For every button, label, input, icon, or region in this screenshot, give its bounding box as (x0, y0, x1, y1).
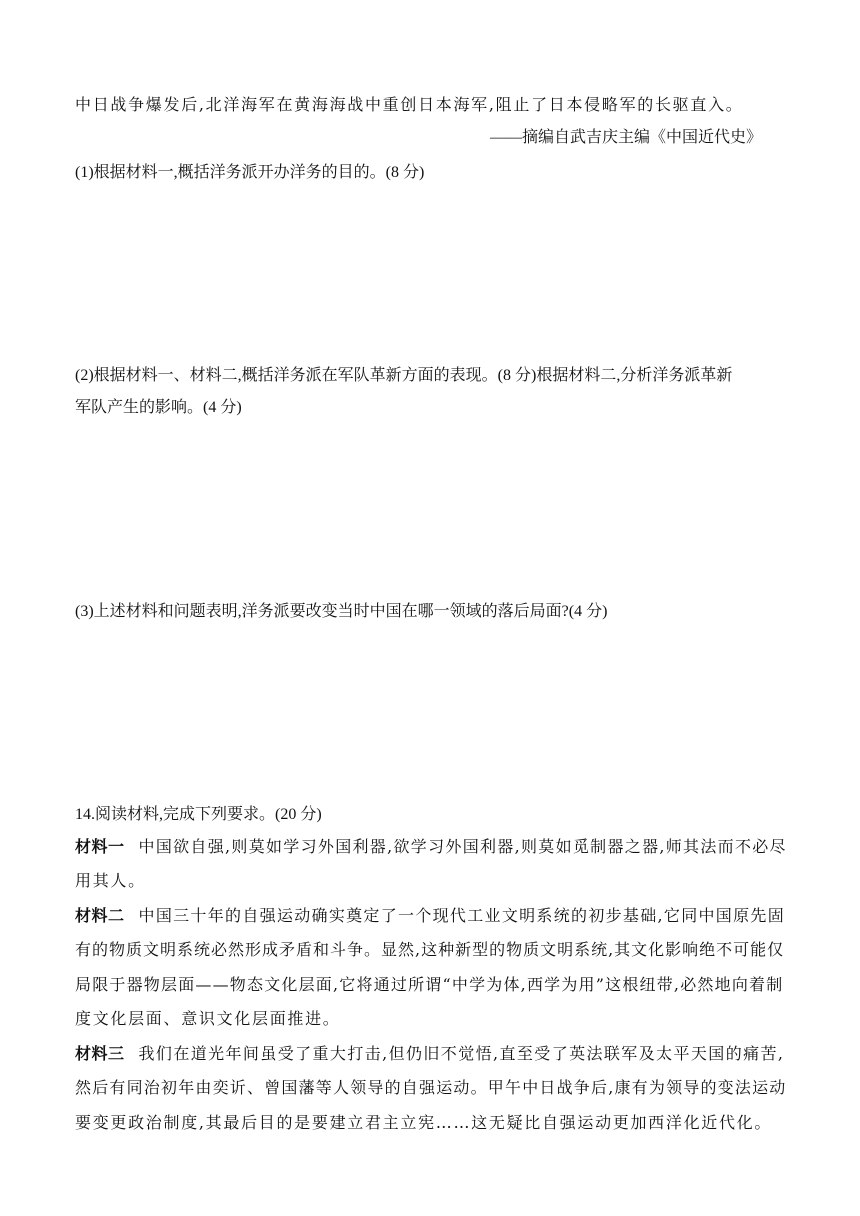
question-2-line-2: 军队产生的影响。(4 分) (75, 399, 242, 416)
material-2-text: 中国三十年的自强运动确实奠定了一个现代工业文明系统的初步基础,它同中国原先固 (138, 906, 786, 925)
material-3-line-3: 要变更政治制度,其最后目的是要建立君主立宪……这无疑比自强运动更加西洋化近代化。 (75, 1113, 773, 1132)
problem-14-header: 14.阅读材料,完成下列要求。(20 分) (75, 806, 322, 823)
material-1-text: 中国欲自强,则莫如学习外国利器,欲学习外国利器,则莫如觅制器之器,师其法而不必尽 (138, 837, 787, 856)
material-2-line-4: 度文化层面、意识文化层面推进。 (75, 1009, 341, 1028)
material-3-line-1 (75, 1044, 787, 1064)
question-1: (1)根据材料一,概括洋务派开办洋务的目的。(8 分) (75, 164, 425, 181)
citation-source: ——摘编自武吉庆主编《中国近代史》 (490, 129, 763, 146)
material-1-line-1 (75, 837, 787, 857)
material-3-label: 材料三 (75, 1044, 125, 1063)
material-2-label: 材料二 (75, 906, 125, 925)
material-1-label: 材料一 (75, 837, 125, 856)
material-2-line-2: 有的物质文明系统必然形成矛盾和斗争。显然,这种新型的物质文明系统,其文化影响绝不可能仅 (75, 940, 785, 959)
material-3-line-2: 然后有同治初年由奕䜣、曾国藩等人领导的自强运动。甲午中日战争后,康有为领导的变法运动 (75, 1078, 787, 1097)
material-1-line-2: 用其人。 (75, 871, 146, 890)
question-2-line-1: (2)根据材料一、材料二,概括洋务派在军队革新方面的表现。(8 分)根据材料二,分析洋务派革新 (75, 367, 733, 384)
material-3-text: 我们在道光年间虽受了重大打击,但仍旧不觉悟,直至受了英法联军及太平天国的痛苦, (138, 1044, 785, 1063)
intro-text: 中日战争爆发后,北洋海军在黄海海战中重创日本海军,阻止了日本侵略军的长驱直入。 (75, 95, 744, 114)
material-2-line-1 (75, 906, 787, 926)
question-3: (3)上述材料和问题表明,洋务派要改变当时中国在哪一领域的落后局面?(4 分) (75, 603, 608, 620)
material-2-line-3: 局限于器物层面——物态文化层面,它将通过所谓“中学为体,西学为用”这根纽带,必然地向着制 (75, 975, 784, 994)
